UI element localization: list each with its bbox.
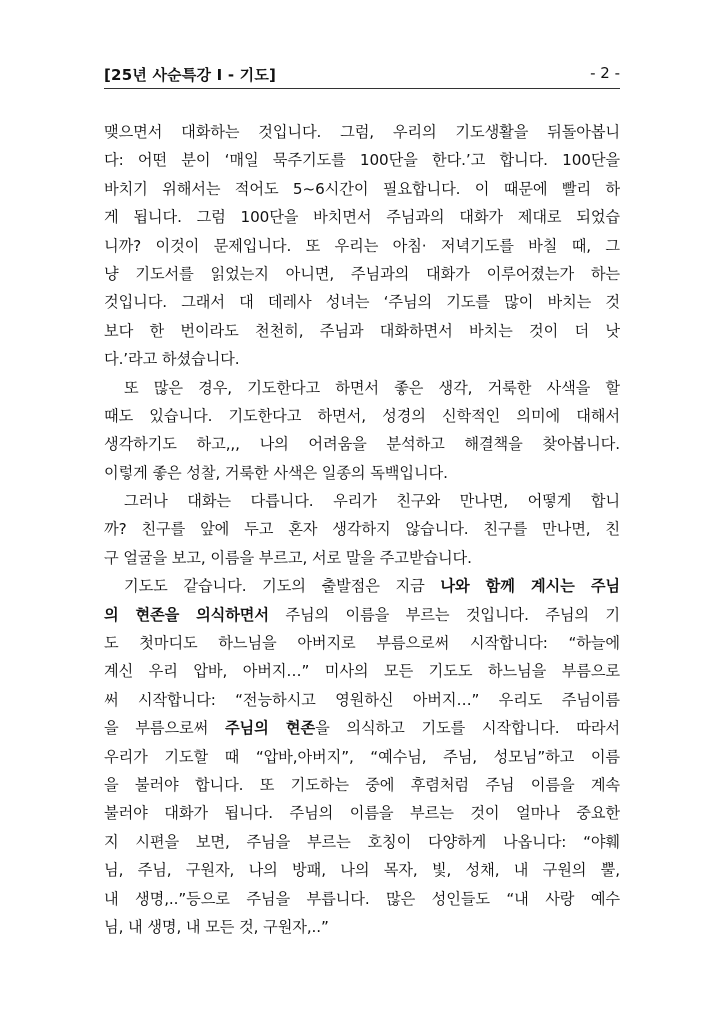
text-segment: 님, 주님, 구원자, 나의 방패, 나의 목자, 빛, 성채, 내 구원의 뿔,	[104, 861, 620, 880]
text-line	[104, 459, 620, 487]
text-segment: 게 됩니다. 그럼 100단을 바치면서 주님과의 대화가 제대로 되었습	[104, 208, 620, 227]
text-line	[104, 885, 620, 913]
page-header	[104, 62, 620, 89]
emphasized-text: 나와 함께 계시는 주님	[440, 577, 620, 596]
text-line	[104, 118, 620, 146]
text-segment: 님, 내 생명, 내 모든 것, 구원자,..”	[104, 917, 329, 936]
text-segment: 바치기 위해서는 적어도 5~6시간이 필요합니다. 이 때문에 빨리 하	[104, 179, 620, 198]
text-segment: 그러나 대화는 다릅니다. 우리가 친구와 만나면, 어떻게 합니	[124, 492, 620, 511]
text-segment: 까? 친구를 앞에 두고 혼자 생각하지 않습니다. 친구를 만나면, 친	[104, 520, 620, 539]
text-segment: 내 생명,..”등으로 주님을 부릅니다. 많은 성인들도 “내 사랑 예수	[104, 889, 620, 908]
text-segment: 니까? 이것이 문제입니다. 또 우리는 아침· 저녁기도를 바칠 때, 그	[104, 236, 620, 255]
text-line	[104, 430, 620, 458]
text-segment: 을 의식하고 기도를 시작합니다. 따라서	[315, 719, 620, 738]
text-segment: 지 시편을 보면, 주님을 부르는 호칭이 다양하게 나옵니다: “야훼	[104, 832, 620, 851]
text-segment: 우리가 기도할 때 “압바,아버지”, “예수님, 주님, 성모님”하고 이름	[104, 747, 620, 766]
text-line	[104, 714, 620, 742]
text-segment: 냥 기도서를 읽었는지 아니면, 주님과의 대화가 이루어졌는가 하는	[104, 264, 620, 283]
text-line	[104, 856, 620, 884]
text-line	[104, 345, 620, 373]
emphasized-text: 주님의 현존	[224, 719, 316, 738]
text-line	[104, 232, 620, 260]
text-line	[104, 913, 620, 941]
text-line	[104, 317, 620, 345]
text-line	[104, 175, 620, 203]
text-line	[104, 743, 620, 771]
text-line	[104, 260, 620, 288]
text-line	[104, 799, 620, 827]
text-line	[104, 487, 620, 515]
text-segment: 것입니다. 그래서 대 데레사 성녀는 ‘주님의 기도를 많이 바치는 것	[104, 293, 620, 312]
emphasized-text: 의 현존을 의식하면서	[104, 605, 269, 624]
text-segment: 불러야 대화가 됩니다. 주님의 이름을 부르는 것이 얼마나 중요한	[104, 804, 620, 823]
text-segment: 주님의 이름을 부르는 것입니다. 주님의 기	[268, 605, 620, 624]
text-segment: 도 첫마디도 하느님을 아버지로 부름으로써 시작합니다: “하늘에	[104, 634, 620, 653]
body-text	[104, 118, 620, 941]
text-line	[104, 374, 620, 402]
text-line	[104, 686, 620, 714]
text-segment: 이렇게 좋은 성찰, 거룩한 사색은 일종의 독백입니다.	[104, 463, 448, 482]
text-line	[104, 828, 620, 856]
text-line	[104, 515, 620, 543]
text-line	[104, 203, 620, 231]
text-segment: 다: 어떤 분이 ‘매일 묵주기도를 100단을 한다.’고 합니다. 100단을	[104, 151, 620, 170]
text-segment: 기도도 같습니다. 기도의 출발점은 지금	[124, 577, 441, 596]
text-segment: 다.’라고 하셨습니다.	[104, 350, 240, 369]
text-line	[104, 288, 620, 316]
text-segment: 생각하기도 하고,,, 나의 어려움을 분석하고 해결책을 찾아봅니다.	[104, 435, 620, 454]
text-line	[104, 601, 620, 629]
page-number: - 2 -	[590, 64, 620, 82]
text-segment: 때도 있습니다. 기도한다고 하면서, 성경의 신학적인 의미에 대해서	[104, 406, 620, 425]
text-segment: 계신 우리 압바, 아버지…” 미사의 모든 기도도 하느님을 부름으로	[104, 662, 620, 681]
text-segment: 구 얼굴을 보고, 이름을 부르고, 서로 말을 주고받습니다.	[104, 548, 472, 567]
text-line	[104, 146, 620, 174]
text-line	[104, 657, 620, 685]
text-segment: 을 부름으로써	[104, 719, 225, 738]
text-line	[104, 629, 620, 657]
text-segment: 보다 한 번이라도 천천히, 주님과 대화하면서 바치는 것이 더 낫	[104, 321, 620, 340]
text-line	[104, 572, 620, 600]
text-segment: 을 불러야 합니다. 또 기도하는 중에 후렴처럼 주님 이름을 계속	[104, 775, 620, 794]
text-line	[104, 771, 620, 799]
text-segment: 써 시작합니다: “전능하시고 영원하신 아버지…” 우리도 주님이름	[104, 690, 620, 709]
header-title: [25년 사순특강 Ⅰ - 기도]	[104, 66, 277, 84]
text-line	[104, 402, 620, 430]
text-segment: 맺으면서 대화하는 것입니다. 그럼, 우리의 기도생활을 뒤돌아봅니	[104, 123, 620, 141]
text-segment: 또 많은 경우, 기도한다고 하면서 좋은 생각, 거룩한 사색을 할	[124, 378, 620, 397]
text-line	[104, 544, 620, 572]
